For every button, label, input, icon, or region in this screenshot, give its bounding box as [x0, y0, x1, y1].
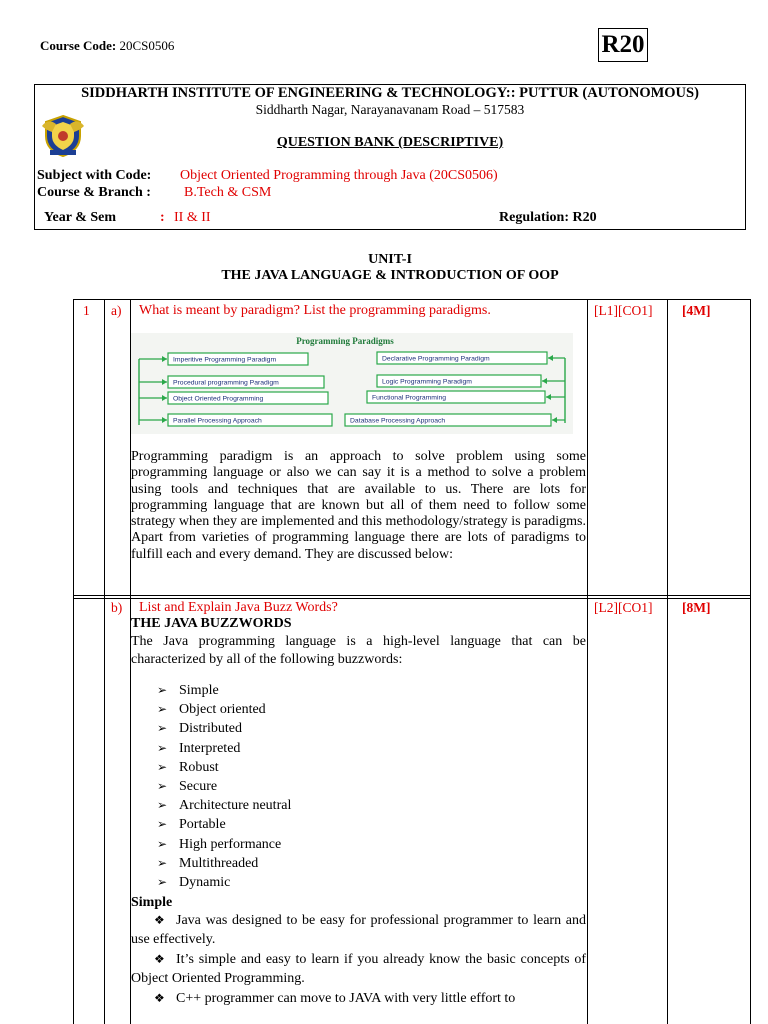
buzzword-text: Architecture neutral — [179, 798, 292, 814]
question-b-marks: [8M] — [682, 600, 711, 615]
simple-point-text: Java was designed to be easy for professional programmer to learn and use effectively. — [131, 913, 586, 948]
simple-point-text: C++ programmer can move to JAVA with very little effort to — [176, 991, 516, 1006]
institute-logo-icon — [38, 112, 88, 158]
regulation-label: Regulation: R20 — [499, 210, 597, 225]
diamond-bullet-icon: ❖ — [154, 952, 165, 966]
simple-point-text: It’s simple and easy to learn if you already know the basic concepts of Object Oriented Programming. — [131, 952, 586, 987]
buzzwords-intro: The Java programming language is a high-level language that can be characterized by all of the following buzzwords: — [131, 634, 586, 667]
table-top-border — [73, 299, 751, 300]
question-number: 1 — [83, 303, 90, 318]
buzzword-text: Dynamic — [179, 874, 231, 890]
question-a-level: [L1][CO1] — [594, 303, 653, 318]
arrow-bullet-icon: ➢ — [157, 817, 168, 832]
year-sem-label: Year & Sem — [44, 210, 117, 225]
arrow-bullet-icon: ➢ — [157, 683, 168, 697]
buzzword-item — [157, 758, 291, 777]
arrow-bullet-icon: ➢ — [157, 702, 168, 717]
course-code — [40, 38, 174, 54]
table-border-left — [73, 299, 74, 1024]
buzzword-item — [157, 777, 291, 796]
document-type: QUESTION BANK (DESCRIPTIVE) — [276, 135, 504, 150]
right-paradigm-label: Logic Programming Paradigm — [382, 378, 472, 386]
course-code-label: Course Code: — [40, 38, 117, 53]
buzzword-text: Robust — [179, 759, 219, 775]
diamond-bullet-icon: ❖ — [154, 991, 165, 1005]
buzzwords-list — [157, 681, 291, 892]
institute-address: Siddharth Nagar, Narayanavanam Road – 517583 — [255, 102, 525, 117]
right-paradigm-label: Database Processing Approach — [350, 417, 446, 425]
right-paradigm-label: Declarative Programming Paradigm — [382, 355, 490, 363]
arrow-bullet-icon: ➢ — [157, 874, 168, 889]
buzzword-text: Portable — [179, 817, 226, 833]
question-b-label: b) — [111, 600, 123, 615]
buzzword-item — [157, 835, 291, 854]
arrow-bullet-icon: ➢ — [157, 778, 168, 793]
branch-value: B.Tech & CSM — [184, 185, 272, 200]
left-paradigm-label: Object Oriented Programming — [173, 395, 264, 403]
unit-title: THE JAVA LANGUAGE & INTRODUCTION OF OOP — [221, 268, 559, 283]
question-a-label: a) — [111, 303, 122, 318]
left-paradigm-label: Imperitive Programming Paradigm — [173, 356, 277, 364]
buzzword-text: High performance — [179, 836, 282, 852]
left-paradigm-label: Parallel Processing Approach — [173, 417, 262, 425]
buzzword-item — [157, 681, 291, 700]
buzzword-text: Distributed — [179, 721, 242, 737]
simple-point — [131, 950, 586, 989]
buzzword-item — [157, 796, 291, 815]
left-paradigm-label: Procedural programming Paradigm — [173, 379, 279, 387]
buzzword-item — [157, 873, 291, 892]
paradigms-diagram — [131, 333, 573, 434]
buzzword-text: Secure — [179, 778, 218, 794]
table-col-divider — [587, 299, 588, 1024]
table-row-divider — [73, 595, 751, 596]
answer-a-paragraph: Programming paradigm is an approach to solve problem using some programming language or also we can say it is a method to solve a problem using tools and techniques that are available to us. There are lots for programming language that are known but all of them need to follow some strategy when they are implemented and this methodology/strategy is paradigms. Apart from varieties of programming language there are lots of paradigms to fulfill each and every demand. They are discussed below: — [131, 449, 586, 562]
arrow-bullet-icon: ➢ — [157, 836, 168, 851]
question-b-text: List and Explain Java Buzz Words? — [139, 600, 338, 615]
unit-number: UNIT-I — [368, 252, 412, 267]
table-col-divider — [667, 299, 668, 1024]
buzzword-item — [157, 700, 291, 719]
table-border-right — [750, 299, 751, 1024]
year-sem-value: II & II — [174, 210, 211, 225]
simple-point — [131, 911, 586, 950]
simple-heading: Simple — [131, 895, 173, 910]
question-a-marks: [4M] — [682, 303, 711, 318]
buzzword-text: Multithreaded — [179, 855, 259, 871]
question-a-text: What is meant by paradigm? List the programming paradigms. — [139, 303, 491, 318]
buzzwords-heading: THE JAVA BUZZWORDS — [131, 616, 292, 631]
subject-label: Subject with Code: — [37, 168, 152, 183]
arrow-bullet-icon: ➢ — [157, 740, 168, 755]
arrow-bullet-icon: ➢ — [157, 855, 168, 870]
buzzword-text: Simple — [179, 683, 219, 698]
right-paradigm-label: Functional Programming — [372, 394, 447, 402]
diamond-bullet-icon: ❖ — [154, 913, 165, 927]
arrow-bullet-icon: ➢ — [157, 798, 168, 813]
diagram-title: Programming Paradigms — [296, 336, 394, 346]
buzzword-text: Object oriented — [179, 702, 266, 718]
regulation-box: R20 — [598, 28, 648, 62]
buzzword-item — [157, 719, 291, 738]
branch-label: Course & Branch : — [37, 185, 151, 200]
table-col-divider — [104, 299, 105, 1024]
buzzword-item — [157, 739, 291, 758]
question-b-level: [L2][CO1] — [594, 600, 653, 615]
buzzword-text: Interpreted — [179, 740, 241, 756]
subject-value: Object Oriented Programming through Java (20CS0506) — [180, 168, 498, 183]
year-sem-colon: : — [160, 210, 165, 225]
course-code-value: 20CS0506 — [119, 38, 175, 53]
buzzword-item — [157, 815, 291, 834]
arrow-bullet-icon: ➢ — [157, 721, 168, 736]
buzzword-item — [157, 854, 291, 873]
simple-point — [131, 989, 586, 1008]
arrow-bullet-icon: ➢ — [157, 759, 168, 774]
institute-name: SIDDHARTH INSTITUTE OF ENGINEERING & TECHNOLOGY:: PUTTUR (AUTONOMOUS) — [81, 85, 699, 101]
table-row-divider-second — [73, 598, 751, 599]
